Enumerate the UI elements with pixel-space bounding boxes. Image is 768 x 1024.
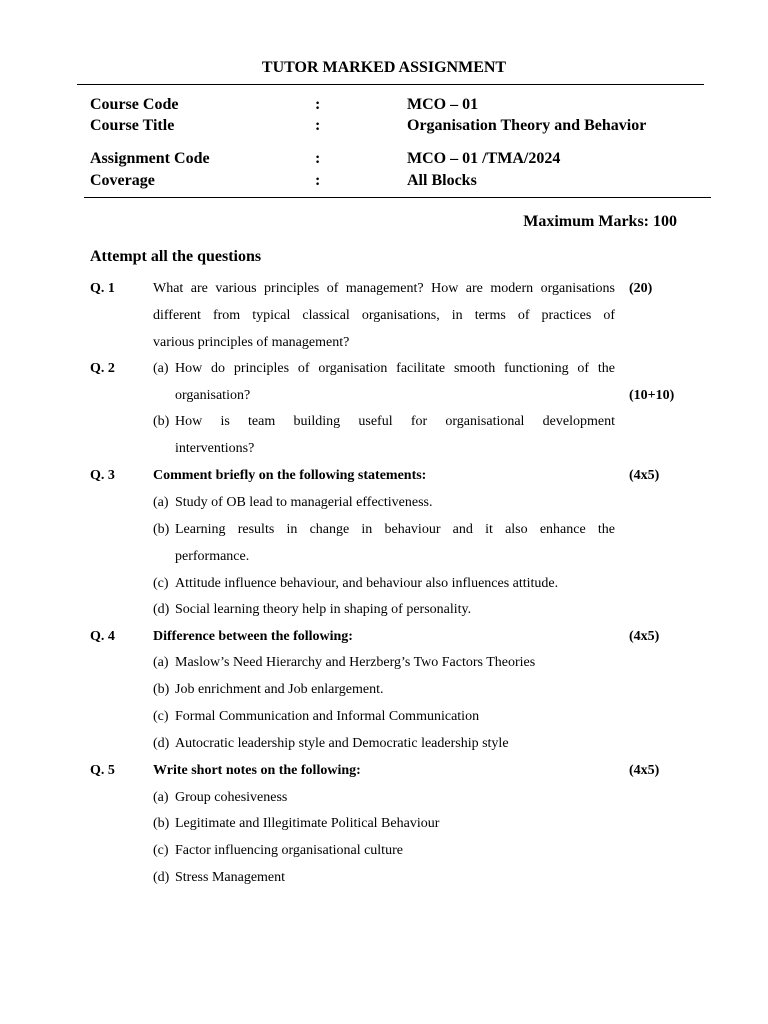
meta-label: Course Title bbox=[90, 117, 175, 134]
question-number: Q. 3 bbox=[90, 468, 115, 483]
part-label: (a) bbox=[153, 361, 169, 376]
question-text-line: Difference between the following: bbox=[153, 629, 353, 644]
course-code-row bbox=[0, 96, 768, 118]
part-label: (c) bbox=[153, 709, 169, 724]
assignment-code-row bbox=[0, 150, 768, 172]
part-text-line: Attitude influence behaviour, and behaviour also influences attitude. bbox=[175, 576, 559, 591]
part-label: (a) bbox=[153, 655, 169, 670]
question-number: Q. 4 bbox=[90, 629, 115, 644]
maximum-marks: Maximum Marks: 100 bbox=[523, 213, 677, 230]
meta-label: Course Code bbox=[90, 96, 179, 113]
part-text-line: How is team building useful for organisational development bbox=[175, 414, 615, 429]
meta-separator: : bbox=[315, 96, 321, 113]
meta-value: Organisation Theory and Behavior bbox=[407, 117, 647, 134]
part-text-line: Job enrichment and Job enlargement. bbox=[175, 682, 384, 697]
meta-value: MCO – 01 bbox=[407, 96, 479, 113]
part-text-line: How do principles of organisation facilitate smooth functioning of the bbox=[175, 361, 615, 376]
question-marks: (20) bbox=[629, 281, 653, 296]
question-text-line: various principles of management? bbox=[153, 335, 350, 350]
question-text-line: What are various principles of management? How are modern organisations bbox=[153, 281, 615, 296]
part-text-line: Stress Management bbox=[175, 870, 286, 885]
part-label: (b) bbox=[153, 682, 170, 697]
instruction: Attempt all the questions bbox=[90, 248, 262, 265]
part-label: (c) bbox=[153, 843, 169, 858]
part-label: (d) bbox=[153, 602, 170, 617]
part-label: (d) bbox=[153, 736, 170, 751]
question-marks: (10+10) bbox=[629, 388, 675, 403]
part-label: (a) bbox=[153, 790, 169, 805]
part-text-line: Formal Communication and Informal Communication bbox=[175, 709, 480, 724]
question-text-line: different from typical classical organisations, in terms of practices of bbox=[153, 308, 615, 323]
meta-value: All Blocks bbox=[407, 172, 477, 189]
question-marks: (4x5) bbox=[629, 629, 660, 644]
part-label: (a) bbox=[153, 495, 169, 510]
question-marks: (4x5) bbox=[629, 763, 660, 778]
bottom-rule bbox=[84, 197, 711, 198]
meta-separator: : bbox=[315, 150, 321, 167]
part-label: (b) bbox=[153, 816, 170, 831]
part-text-line: Social learning theory help in shaping of personality. bbox=[175, 602, 472, 617]
part-label: (c) bbox=[153, 576, 169, 591]
meta-label: Coverage bbox=[90, 172, 155, 189]
part-text-line: Learning results in change in behaviour and it also enhance the bbox=[175, 522, 615, 537]
part-text-line: Autocratic leadership style and Democratic leadership style bbox=[175, 736, 509, 751]
meta-label: Assignment Code bbox=[90, 150, 210, 167]
part-text-line: organisation? bbox=[175, 388, 251, 403]
part-text-line: Factor influencing organisational culture bbox=[175, 843, 403, 858]
meta-value: MCO – 01 /TMA/2024 bbox=[407, 150, 561, 167]
meta-separator: : bbox=[315, 117, 321, 134]
part-text-line: Study of OB lead to managerial effectiveness. bbox=[175, 495, 433, 510]
part-label: (b) bbox=[153, 414, 170, 429]
part-text-line: Maslow’s Need Hierarchy and Herzberg’s Two Factors Theories bbox=[175, 655, 536, 670]
course-title-row bbox=[0, 117, 768, 139]
question-number: Q. 1 bbox=[90, 281, 115, 296]
question-text-line: Write short notes on the following: bbox=[153, 763, 361, 778]
page-title: TUTOR MARKED ASSIGNMENT bbox=[261, 59, 507, 76]
part-text-line: interventions? bbox=[175, 441, 255, 456]
coverage-row bbox=[0, 172, 768, 194]
part-label: (d) bbox=[153, 870, 170, 885]
part-text-line: performance. bbox=[175, 549, 250, 564]
question-marks: (4x5) bbox=[629, 468, 660, 483]
part-text-line: Legitimate and Illegitimate Political Behaviour bbox=[175, 816, 440, 831]
part-label: (b) bbox=[153, 522, 170, 537]
meta-separator: : bbox=[315, 172, 321, 189]
question-text-line: Comment briefly on the following statements: bbox=[153, 468, 427, 483]
question-number: Q. 5 bbox=[90, 763, 115, 778]
top-rule bbox=[77, 84, 704, 85]
question-number: Q. 2 bbox=[90, 361, 115, 376]
part-text-line: Group cohesiveness bbox=[175, 790, 288, 805]
